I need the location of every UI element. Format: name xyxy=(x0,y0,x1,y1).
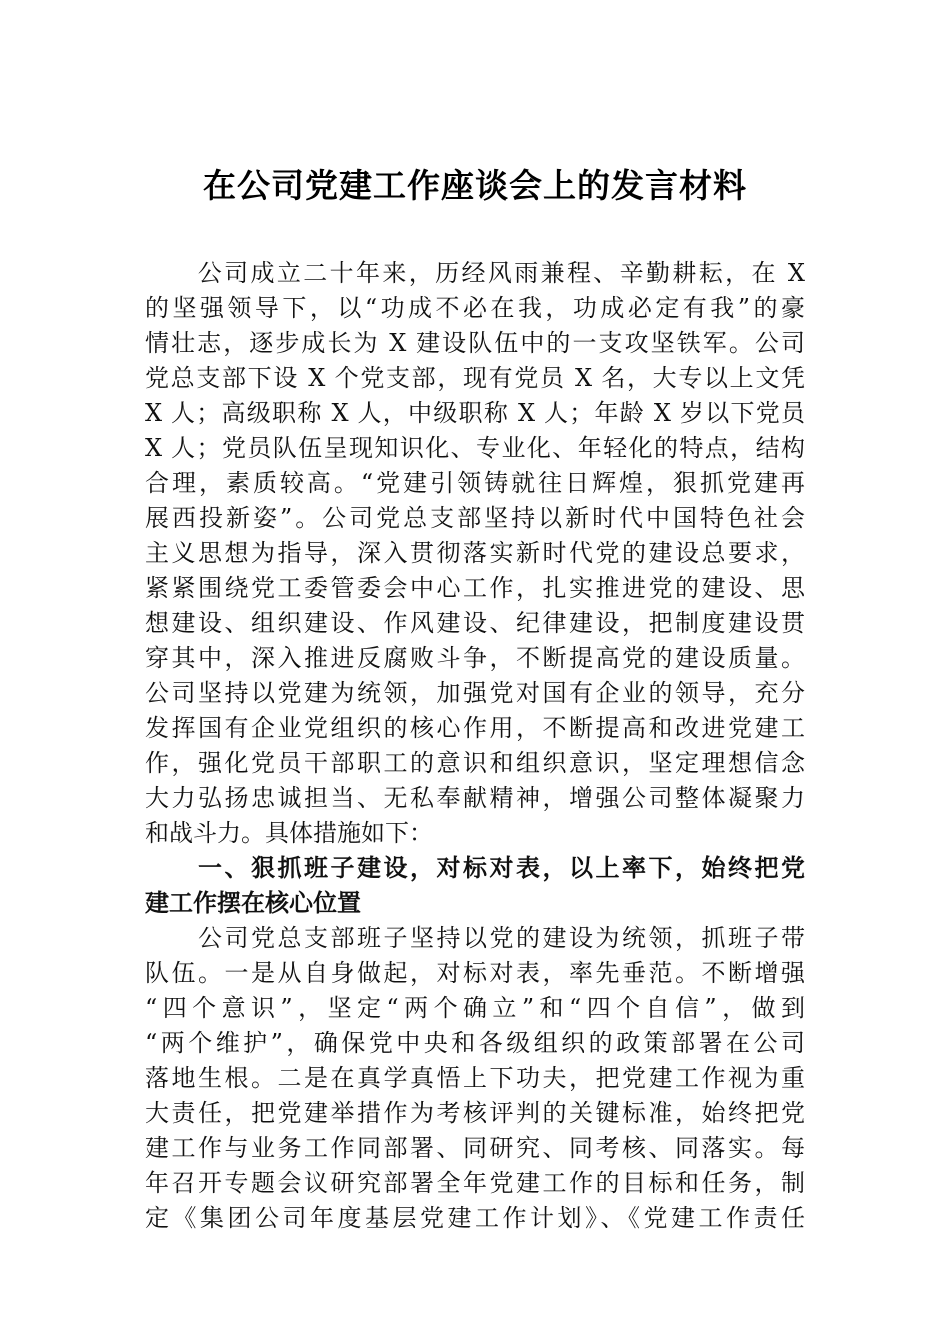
paragraph-line: 的坚强领导下，以“功成不必在我，功成必定有我”的豪 xyxy=(145,294,805,322)
section-heading-line: 建工作摆在核心位置 xyxy=(145,889,361,917)
paragraph-line: 情壮志，逐步成长为 X 建设队伍中的一支攻坚铁军。公司 xyxy=(145,329,805,357)
paragraph-line: 发挥国有企业党组织的核心作用，不断提高和改进党建工 xyxy=(145,714,805,742)
paragraph-line: 公司党总支部班子坚持以党的建设为统领，抓班子带 xyxy=(145,924,805,952)
paragraph-line: 公司成立二十年来，历经风雨兼程、辛勤耕耘，在 X xyxy=(145,259,805,287)
paragraph-line: 落地生根。二是在真学真悟上下功夫，把党建工作视为重 xyxy=(145,1064,805,1092)
paragraph-line: “四个意识”，坚定“两个确立”和“四个自信”，做到 xyxy=(145,994,805,1022)
paragraph-line: 展西投新姿”。公司党总支部坚持以新时代中国特色社会 xyxy=(145,504,805,532)
paragraph-line: X 人；党员队伍呈现知识化、专业化、年轻化的特点，结构 xyxy=(145,434,805,462)
paragraph-line: 大责任，把党建举措作为考核评判的关键标准，始终把党 xyxy=(145,1099,805,1127)
paragraph-line: 大力弘扬忠诚担当、无私奉献精神，增强公司整体凝聚力 xyxy=(145,784,805,812)
paragraph-line: 穿其中，深入推进反腐败斗争，不断提高党的建设质量。 xyxy=(145,644,805,672)
document-body xyxy=(145,256,805,1236)
paragraph-line: 公司坚持以党建为统领，加强党对国有企业的领导，充分 xyxy=(145,679,805,707)
section-heading-line: 一、狠抓班子建设，对标对表，以上率下，始终把党 xyxy=(145,854,805,882)
paragraph-line: 年召开专题会议研究部署全年党建工作的目标和任务，制 xyxy=(145,1169,805,1197)
paragraph-line: 想建设、组织建设、作风建设、纪律建设，把制度建设贯 xyxy=(145,609,805,637)
paragraph-line: “两个维护”，确保党中央和各级组织的政策部署在公司 xyxy=(145,1029,805,1057)
paragraph-line: 合理，素质较高。“党建引领铸就往日辉煌，狠抓党建再 xyxy=(145,469,805,497)
paragraph-line: 作，强化党员干部职工的意识和组织意识，坚定理想信念 xyxy=(145,749,805,777)
paragraph-line: X 人；高级职称 X 人，中级职称 X 人；年龄 X 岁以下党员 xyxy=(145,399,805,427)
paragraph-line: 建工作与业务工作同部署、同研究、同考核、同落实。每 xyxy=(145,1134,805,1162)
paragraph-line: 紧紧围绕党工委管委会中心工作，扎实推进党的建设、思 xyxy=(145,574,805,602)
paragraph-line: 和战斗力。具体措施如下： xyxy=(145,819,433,847)
document-title: 在公司党建工作座谈会上的发言材料 xyxy=(203,166,747,205)
paragraph-line: 定《集团公司年度基层党建工作计划》、《党建工作责任 xyxy=(145,1204,805,1232)
paragraph-line: 队伍。一是从自身做起，对标对表，率先垂范。不断增强 xyxy=(145,959,805,987)
paragraph-line: 主义思想为指导，深入贯彻落实新时代党的建设总要求， xyxy=(145,539,805,567)
paragraph-line: 党总支部下设 X 个党支部，现有党员 X 名，大专以上文凭 xyxy=(145,364,805,392)
